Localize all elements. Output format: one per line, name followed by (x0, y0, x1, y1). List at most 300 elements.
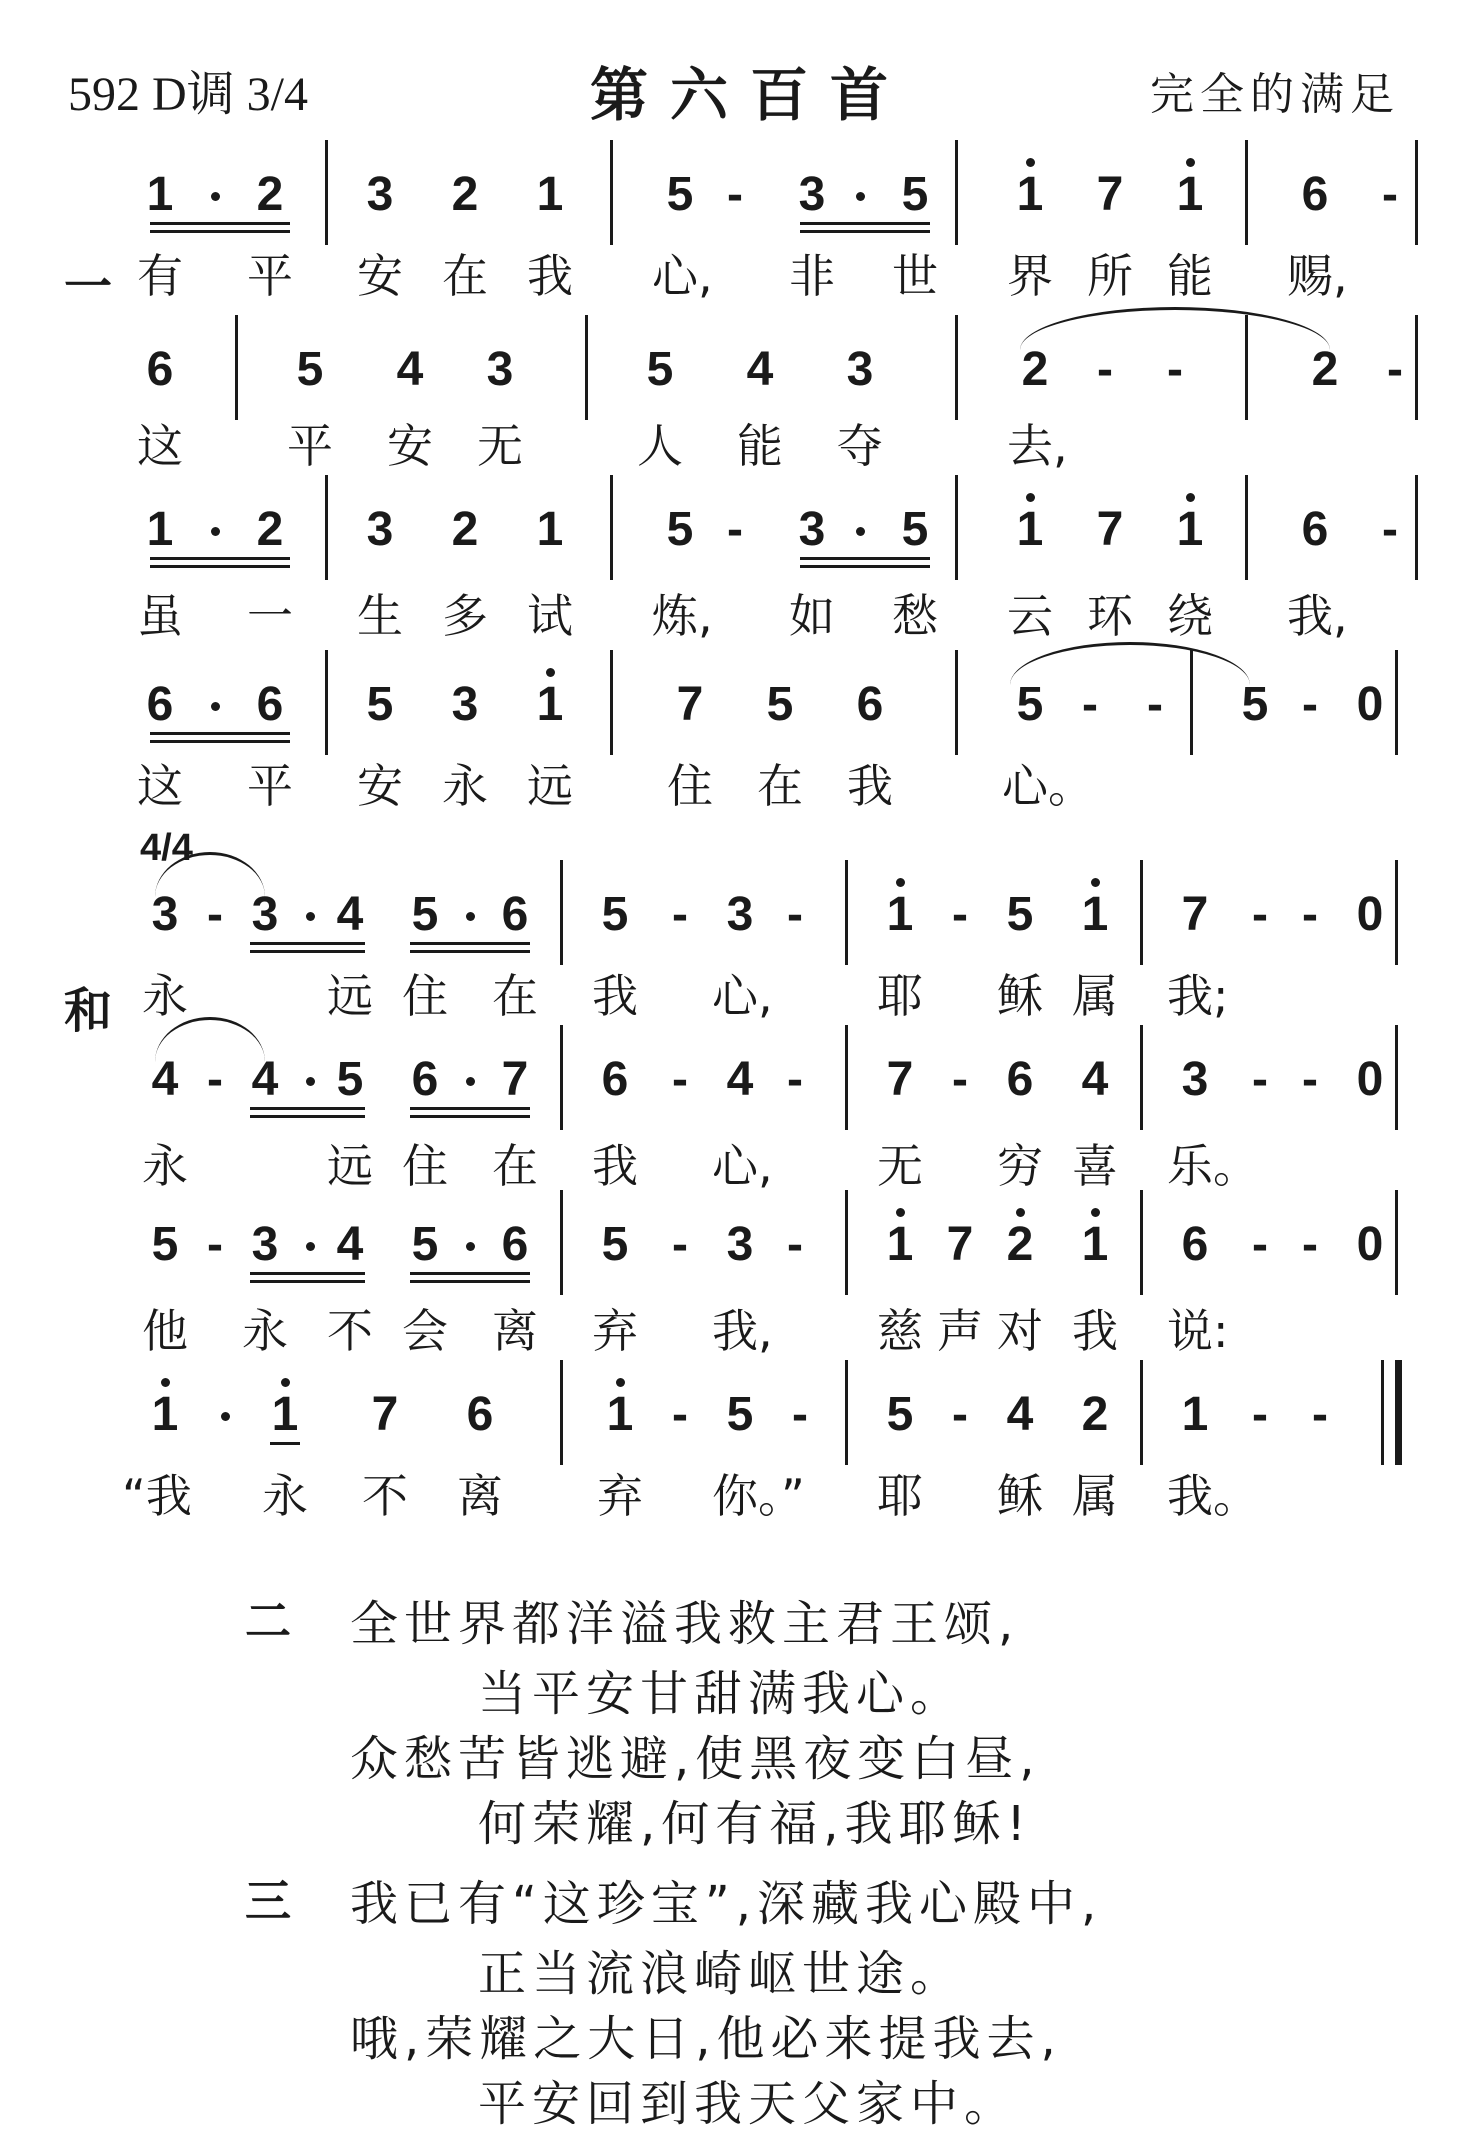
jianpu-note: 3 (798, 503, 826, 556)
jianpu-note: 5 (296, 343, 324, 396)
augmentation-dot (306, 1242, 315, 1251)
jianpu-note: 7 (946, 1218, 974, 1271)
jianpu-note: 7 (1096, 503, 1124, 556)
lyric-syllable: 远 (527, 759, 573, 813)
augmentation-dot (221, 1412, 230, 1421)
jianpu-note: 1 (886, 888, 914, 941)
lyric-syllable: 耶 (877, 1469, 923, 1523)
jianpu-note: 2 (1006, 1218, 1034, 1271)
verse-line: 正当流浪崎岖世途。 (478, 1946, 965, 2002)
jianpu-note: 1 (1181, 1388, 1209, 1441)
lyric-syllable: 如 (789, 589, 835, 643)
extension-dash: - (787, 1053, 803, 1106)
barline (845, 1025, 848, 1130)
lyric-syllable: 愁 (892, 589, 938, 643)
lyric-syllable: 有 (137, 249, 183, 303)
lyric-syllable: 喜 (1072, 1139, 1118, 1193)
jianpu-note: 5 (646, 343, 674, 396)
jianpu-note: 1 (536, 503, 564, 556)
lyric-syllable: 会 (402, 1304, 448, 1358)
barline (610, 475, 613, 580)
augmentation-dot (466, 1077, 475, 1086)
jianpu-note: 4 (726, 1053, 754, 1106)
verse-number: 三 (245, 1874, 291, 1928)
lyric-syllable: 平 (247, 249, 293, 303)
jianpu-note: 5 (411, 1218, 439, 1271)
underline-beam (250, 942, 365, 945)
lyric-syllable: 在 (442, 249, 488, 303)
extension-dash: - (672, 1053, 688, 1106)
jianpu-note: 4 (151, 1053, 179, 1106)
barline (845, 1190, 848, 1295)
lyric-syllable: 我 (847, 759, 893, 813)
extension-dash: - (1147, 678, 1163, 731)
jianpu-note: 3 (366, 168, 394, 221)
jianpu-note: 5 (901, 503, 929, 556)
barline (1140, 1190, 1143, 1295)
lyric-syllable: 属 (1072, 1469, 1118, 1523)
lyric-syllable: 我; (1167, 969, 1229, 1023)
jianpu-note: 6 (146, 678, 174, 731)
underline-beam (800, 557, 930, 560)
lyric-syllable: 永 (442, 759, 488, 813)
jianpu-note: 1 (1176, 168, 1204, 221)
lyric-syllable: 永 (262, 1469, 308, 1523)
jianpu-note: 3 (798, 168, 826, 221)
jianpu-note: 2 (1021, 343, 1049, 396)
lyric-syllable: 永 (142, 1139, 188, 1193)
lyric-syllable: 我, (1287, 589, 1348, 643)
lyric-syllable: 离 (457, 1469, 503, 1523)
jianpu-note: 1 (1016, 503, 1044, 556)
extension-dash: - (1382, 168, 1398, 221)
lyric-syllable: 穷 (997, 1139, 1043, 1193)
jianpu-note: 4 (1006, 1388, 1034, 1441)
jianpu-note: 7 (1181, 888, 1209, 941)
lyric-syllable: 所 (1087, 249, 1133, 303)
jianpu-note: 1 (1016, 168, 1044, 221)
jianpu-note: 1 (146, 168, 174, 221)
barline (1395, 1190, 1398, 1295)
extension-dash: - (207, 888, 223, 941)
underline-beam (250, 1272, 365, 1275)
jianpu-note: 2 (256, 503, 284, 556)
jianpu-note: 1 (886, 1218, 914, 1271)
extension-dash: - (1252, 888, 1268, 941)
jianpu-note: 1 (606, 1388, 634, 1441)
lyric-syllable: 平 (287, 419, 333, 473)
octave-dot (896, 878, 905, 887)
jianpu-note: 1 (1081, 1218, 1109, 1271)
lyric-syllable: 稣 (997, 1469, 1043, 1523)
jianpu-note: 5 (901, 168, 929, 221)
octave-dot (1016, 1208, 1025, 1217)
jianpu-note: 7 (886, 1053, 914, 1106)
jianpu-note: 6 (411, 1053, 439, 1106)
verse-line: 全世界都洋溢我救主君王颂, (350, 1596, 1020, 1652)
lyric-syllable: 虽 (137, 589, 183, 643)
lyric-syllable: 无 (477, 419, 523, 473)
extension-dash: - (1382, 503, 1398, 556)
jianpu-note: 2 (451, 503, 479, 556)
octave-dot (546, 668, 555, 677)
jianpu-note: 1 (1176, 503, 1204, 556)
chorus-label: 和 (64, 983, 113, 1039)
jianpu-note: 3 (726, 888, 754, 941)
extension-dash: - (1302, 1218, 1318, 1271)
jianpu-note: 7 (501, 1053, 529, 1106)
underline-beam (150, 557, 290, 560)
lyric-syllable: 能 (1167, 249, 1213, 303)
lyric-syllable: 在 (757, 759, 803, 813)
lyric-syllable: 我 (592, 969, 638, 1023)
augmentation-dot (856, 527, 865, 536)
tie-slur (1010, 642, 1250, 685)
extension-dash: - (1302, 888, 1318, 941)
extension-dash: - (1252, 1388, 1268, 1441)
barline (1415, 315, 1418, 420)
lyric-syllable: 远 (327, 969, 373, 1023)
extension-dash: - (952, 1053, 968, 1106)
barline (610, 140, 613, 245)
octave-dot (281, 1378, 290, 1387)
lyric-syllable: 离 (492, 1304, 538, 1358)
underline-beam (410, 1107, 530, 1110)
extension-dash: - (727, 503, 743, 556)
lyric-syllable: 赐, (1287, 249, 1348, 303)
jianpu-note: 1 (271, 1388, 299, 1441)
jianpu-note: 6 (1301, 168, 1329, 221)
jianpu-note: 4 (336, 888, 364, 941)
jianpu-note: 5 (601, 1218, 629, 1271)
extension-dash: - (1097, 343, 1113, 396)
final-barline (1395, 1360, 1402, 1465)
lyric-syllable: 无 (877, 1139, 923, 1193)
lyric-syllable: 世 (892, 249, 938, 303)
jianpu-note: 3 (726, 1218, 754, 1271)
extension-dash: - (787, 888, 803, 941)
barline (610, 650, 613, 755)
lyric-syllable: 住 (402, 1139, 448, 1193)
jianpu-note: 1 (536, 678, 564, 731)
jianpu-note: 3 (251, 888, 279, 941)
jianpu-note: 5 (1016, 678, 1044, 731)
barline (560, 860, 563, 965)
jianpu-note: 1 (536, 168, 564, 221)
augmentation-dot (211, 527, 220, 536)
underline-beam (270, 1442, 300, 1445)
augmentation-dot (466, 912, 475, 921)
lyric-syllable: 环 (1087, 589, 1133, 643)
lyric-syllable: 夺 (837, 419, 883, 473)
lyric-syllable: 心, (712, 1139, 773, 1193)
extension-dash: - (792, 1388, 808, 1441)
verse-line: 何荣耀,何有福,我耶稣! (478, 1796, 1032, 1852)
jianpu-note: 5 (766, 678, 794, 731)
jianpu-note: 6 (501, 888, 529, 941)
octave-dot (1026, 493, 1035, 502)
jianpu-note: 5 (151, 1218, 179, 1271)
hymn-title: 第六百首 (590, 61, 911, 129)
augmentation-dot (856, 192, 865, 201)
extension-dash: - (952, 888, 968, 941)
underline-beam (150, 230, 290, 233)
tie-slur (155, 1017, 265, 1062)
lyric-syllable: 安 (357, 249, 403, 303)
lyric-syllable: 多 (442, 589, 488, 643)
barline (955, 315, 958, 420)
lyric-syllable: 乐。 (1167, 1139, 1259, 1193)
verse-one-label: 一 (64, 259, 113, 315)
extension-dash: - (1167, 343, 1183, 396)
jianpu-note: 4 (396, 343, 424, 396)
extension-dash: - (1082, 678, 1098, 731)
lyric-syllable: 对 (997, 1304, 1043, 1358)
octave-dot (896, 1208, 905, 1217)
jianpu-note: 5 (666, 168, 694, 221)
extension-dash: - (672, 1388, 688, 1441)
lyric-syllable: 安 (387, 419, 433, 473)
jianpu-note: 3 (151, 888, 179, 941)
jianpu-note: 4 (336, 1218, 364, 1271)
barline (1395, 1025, 1398, 1130)
jianpu-note: 5 (1006, 888, 1034, 941)
extension-dash: - (787, 1218, 803, 1271)
extension-dash: - (207, 1053, 223, 1106)
lyric-syllable: 住 (402, 969, 448, 1023)
barline (1395, 860, 1398, 965)
underline-beam (410, 1272, 530, 1275)
verse-number: 二 (245, 1594, 291, 1648)
lyric-syllable: 一 (247, 589, 293, 643)
barline (1140, 1360, 1143, 1465)
jianpu-note: 3 (451, 678, 479, 731)
verse-line: 平安回到我天父家中。 (478, 2076, 1019, 2132)
barline (955, 140, 958, 245)
lyric-syllable: 不 (327, 1304, 373, 1358)
jianpu-note: 2 (1311, 343, 1339, 396)
lyric-syllable: 绕 (1167, 589, 1213, 643)
time-signature-change: 4/4 (140, 827, 193, 869)
jianpu-note: 2 (451, 168, 479, 221)
lyric-syllable: 炼, (652, 589, 713, 643)
lyric-syllable: 弃 (592, 1304, 638, 1358)
barline (1140, 860, 1143, 965)
lyric-syllable: 他 (142, 1304, 188, 1358)
barline (955, 650, 958, 755)
lyric-syllable: 永 (142, 969, 188, 1023)
extension-dash: - (1312, 1388, 1328, 1441)
lyric-syllable: 试 (527, 589, 573, 643)
jianpu-note: 5 (336, 1053, 364, 1106)
barline (1245, 475, 1248, 580)
jianpu-note: 5 (601, 888, 629, 941)
lyric-syllable: 人 (637, 419, 683, 473)
lyric-syllable: 属 (1072, 969, 1118, 1023)
lyric-syllable: 我。 (1167, 1469, 1259, 1523)
extension-dash: - (672, 1218, 688, 1271)
lyric-syllable: 慈 (877, 1304, 923, 1358)
extension-dash: - (1252, 1053, 1268, 1106)
jianpu-note: 2 (1081, 1388, 1109, 1441)
lyric-syllable: 我, (712, 1304, 773, 1358)
jianpu-note: 5 (726, 1388, 754, 1441)
jianpu-note: 6 (1301, 503, 1329, 556)
augmentation-dot (211, 192, 220, 201)
hymn-number-key-time: 592 D调 3/4 (68, 68, 309, 121)
lyric-syllable: 能 (737, 419, 783, 473)
underline-beam (800, 565, 930, 568)
lyric-syllable: 在 (492, 969, 538, 1023)
jianpu-note: 6 (501, 1218, 529, 1271)
underline-beam (250, 1115, 365, 1118)
jianpu-note: 3 (486, 343, 514, 396)
lyric-syllable: 安 (357, 759, 403, 813)
jianpu-note: 1 (1081, 888, 1109, 941)
lyric-syllable: 生 (357, 589, 403, 643)
barline (1140, 1025, 1143, 1130)
augmentation-dot (466, 1242, 475, 1251)
barline (235, 315, 238, 420)
underline-beam (410, 1280, 530, 1283)
lyric-syllable: 云 (1007, 589, 1053, 643)
lyric-syllable: 稣 (997, 969, 1043, 1023)
lyric-syllable: 平 (247, 759, 293, 813)
lyric-syllable: 非 (789, 249, 835, 303)
jianpu-note: 4 (746, 343, 774, 396)
octave-dot (1091, 1208, 1100, 1217)
octave-dot (1186, 493, 1195, 502)
jianpu-note: 7 (371, 1388, 399, 1441)
lyric-syllable: 去, (1007, 419, 1068, 473)
jianpu-note: 6 (466, 1388, 494, 1441)
augmentation-dot (306, 912, 315, 921)
jianpu-note: 6 (256, 678, 284, 731)
jianpu-note: 5 (366, 678, 394, 731)
extension-dash: - (1302, 1053, 1318, 1106)
underline-beam (150, 565, 290, 568)
verse-line: 哦,荣耀之大日,他必来提我去, (350, 2011, 1062, 2067)
barline (1395, 650, 1398, 755)
barline (955, 475, 958, 580)
lyric-syllable: 说: (1167, 1304, 1229, 1358)
underline-beam (410, 950, 530, 953)
final-barline-thin (1381, 1360, 1384, 1465)
lyric-syllable: 永 (242, 1304, 288, 1358)
underline-beam (410, 1115, 530, 1118)
jianpu-note: 1 (151, 1388, 179, 1441)
underline-beam (150, 732, 290, 735)
jianpu-note: 0 (1356, 678, 1384, 731)
jianpu-note: 7 (1096, 168, 1124, 221)
extension-dash: - (727, 168, 743, 221)
jianpu-note: 0 (1356, 1053, 1384, 1106)
extension-dash: - (672, 888, 688, 941)
octave-dot (161, 1378, 170, 1387)
jianpu-note: 3 (251, 1218, 279, 1271)
verse-line: 当平安甘甜满我心。 (478, 1666, 965, 1722)
barline (325, 475, 328, 580)
barline (845, 860, 848, 965)
barline (585, 315, 588, 420)
tie-slur (1020, 307, 1330, 350)
jianpu-note: 6 (1006, 1053, 1034, 1106)
jianpu-note: 2 (256, 168, 284, 221)
jianpu-note: 0 (1356, 888, 1384, 941)
jianpu-note: 6 (856, 678, 884, 731)
jianpu-note: 3 (846, 343, 874, 396)
hymn-subtitle: 完全的满足 (1150, 69, 1400, 120)
jianpu-note: 5 (1241, 678, 1269, 731)
underline-beam (410, 942, 530, 945)
lyric-syllable: 弃 (597, 1469, 643, 1523)
underline-beam (800, 230, 930, 233)
lyric-syllable: 心, (652, 249, 713, 303)
lyric-syllable: 声 (937, 1304, 983, 1358)
lyric-syllable: “我 (122, 1469, 192, 1523)
verse-line: 众愁苦皆逃避,使黑夜变白昼, (350, 1731, 1041, 1787)
underline-beam (800, 222, 930, 225)
lyric-syllable: 远 (327, 1139, 373, 1193)
jianpu-note: 0 (1356, 1218, 1384, 1271)
lyric-syllable: 住 (667, 759, 713, 813)
barline (560, 1360, 563, 1465)
barline (1415, 475, 1418, 580)
jianpu-note: 4 (1081, 1053, 1109, 1106)
jianpu-note: 1 (146, 503, 174, 556)
jianpu-note: 5 (666, 503, 694, 556)
lyric-syllable: 心。 (1002, 759, 1094, 813)
lyric-syllable: 耶 (877, 969, 923, 1023)
extension-dash: - (1302, 678, 1318, 731)
lyric-syllable: 我 (527, 249, 573, 303)
underline-beam (250, 1280, 365, 1283)
lyric-syllable: 你。” (712, 1469, 805, 1523)
underline-beam (250, 1107, 365, 1110)
octave-dot (1026, 158, 1035, 167)
barline (845, 1360, 848, 1465)
octave-dot (616, 1378, 625, 1387)
extension-dash: - (952, 1388, 968, 1441)
extension-dash: - (207, 1218, 223, 1271)
jianpu-note: 4 (251, 1053, 279, 1106)
underline-beam (150, 740, 290, 743)
underline-beam (150, 222, 290, 225)
jianpu-note: 6 (146, 343, 174, 396)
augmentation-dot (211, 702, 220, 711)
jianpu-note: 5 (886, 1388, 914, 1441)
jianpu-note: 5 (411, 888, 439, 941)
barline (325, 650, 328, 755)
lyric-syllable: 我 (1072, 1304, 1118, 1358)
extension-dash: - (1252, 1218, 1268, 1271)
jianpu-note: 3 (366, 503, 394, 556)
jianpu-note: 6 (1181, 1218, 1209, 1271)
barline (1245, 140, 1248, 245)
octave-dot (1091, 878, 1100, 887)
jianpu-note: 7 (676, 678, 704, 731)
lyric-syllable: 不 (362, 1469, 408, 1523)
lyric-syllable: 我 (592, 1139, 638, 1193)
augmentation-dot (306, 1077, 315, 1086)
jianpu-note: 6 (601, 1053, 629, 1106)
verse-line: 我已有“这珍宝”,深藏我心殿中, (350, 1876, 1103, 1932)
underline-beam (250, 950, 365, 953)
lyric-syllable: 界 (1007, 249, 1053, 303)
barline (560, 1025, 563, 1130)
barline (560, 1190, 563, 1295)
jianpu-note: 3 (1181, 1053, 1209, 1106)
